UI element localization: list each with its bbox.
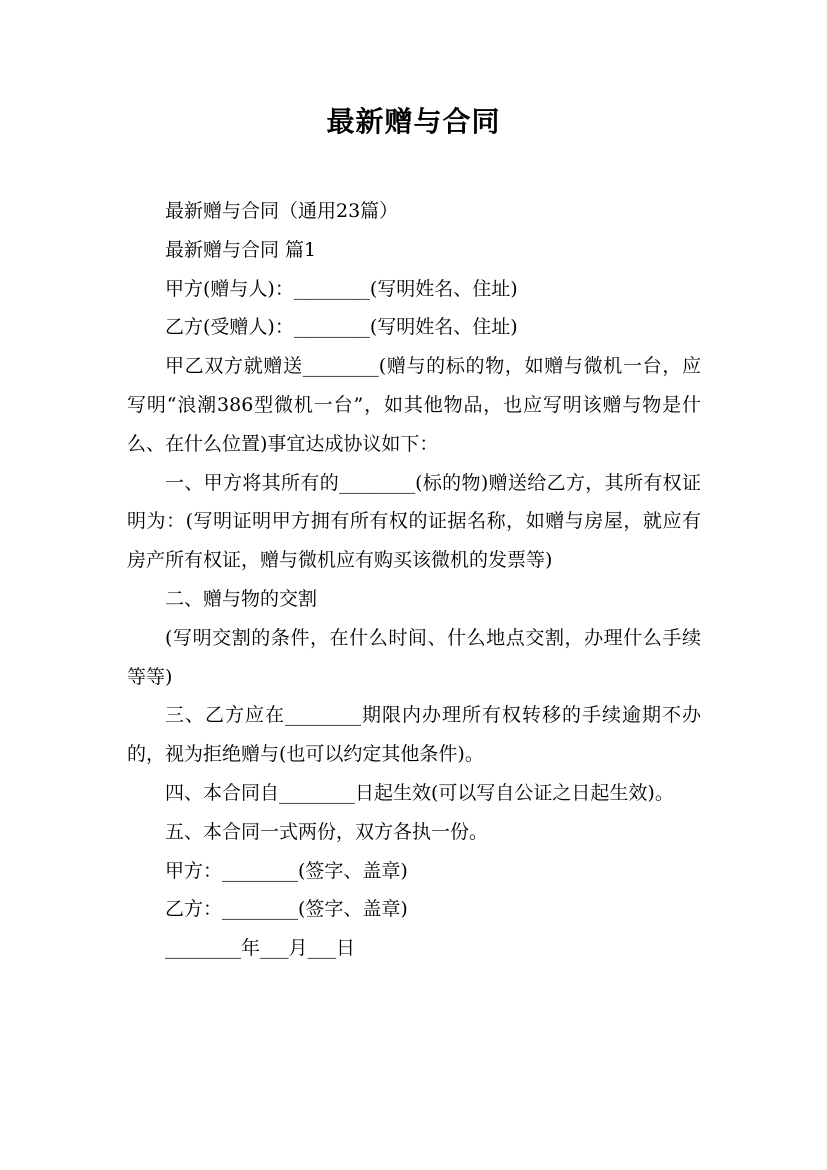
paragraph-clause-4: 四、本合同自________日起生效(可以写自公证之日起生效)。 <box>165 781 674 804</box>
paragraph-clause-1: 一、甲方将其所有的________(标的物)赠送给乙方，其所有权证明为：(写明证明甲方拥有所有权的证据名称，如赠与房屋，就应有房产所有权证，赠与微机应有购买该微机的发票等) <box>127 471 701 572</box>
paragraph-intro: 甲乙双方就赠送________(赠与的标的物，如赠与微机一台，应写明“浪潮386型微机一台”，如其他物品，也应写明该赠与物是什么、在什么位置)事宜达成协议如下： <box>127 355 701 455</box>
paragraph-signature-a: 甲方：________(签字、盖章) <box>165 859 408 882</box>
paragraph-clause-2-heading: 二、赠与物的交割 <box>165 587 318 610</box>
paragraph-clause-3: 三、乙方应在________期限内办理所有权转移的手续逾期不办的，视为拒绝赠与(也可以约定其他条件)。 <box>127 704 701 766</box>
paragraph-party-b: 乙方(受赠人)：________(写明姓名、住址) <box>165 316 518 339</box>
paragraph-clause-5: 五、本合同一式两份，双方各执一份。 <box>165 820 489 843</box>
paragraph-section-heading: 最新赠与合同 篇1 <box>165 238 317 261</box>
paragraph-date: ________年___月___日 <box>165 937 356 960</box>
document-title: 最新赠与合同 <box>326 105 501 138</box>
paragraph-signature-b: 乙方：________(签字、盖章) <box>165 898 408 921</box>
paragraph-party-a: 甲方(赠与人)：________(写明姓名、住址) <box>165 277 518 300</box>
paragraph-subtitle: 最新赠与合同（通用23篇） <box>165 200 399 222</box>
document-body <box>127 192 701 968</box>
paragraph-clause-2-body: (写明交割的条件，在什么时间、什么地点交割，办理什么手续等等) <box>127 626 701 688</box>
